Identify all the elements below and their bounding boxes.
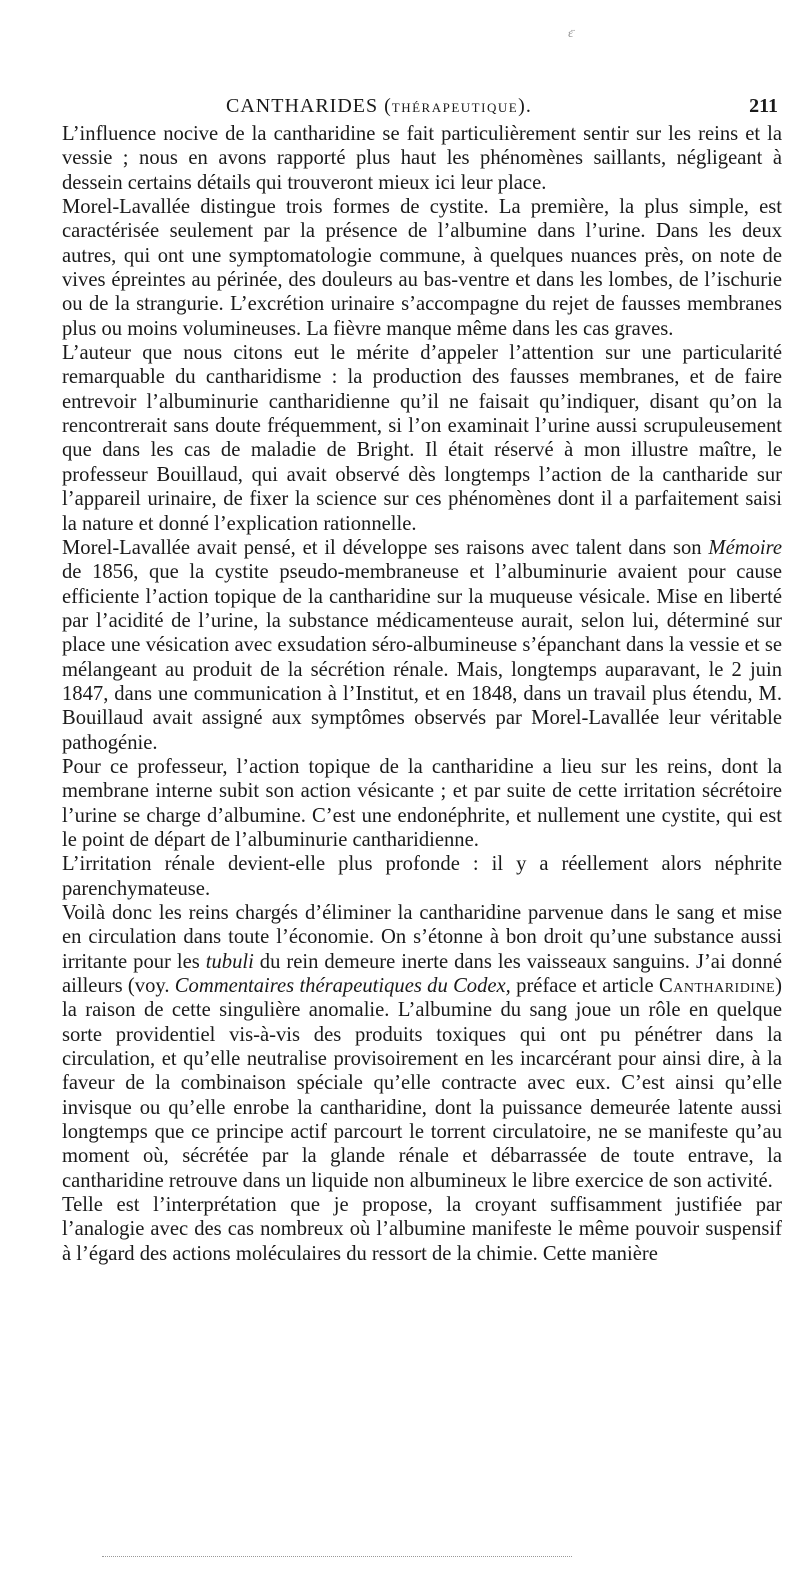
footer-rule (102, 1556, 572, 1557)
running-title-main: CANTHARIDES ( (226, 95, 392, 117)
paragraph (62, 1193, 782, 1266)
book-page (62, 0, 782, 1588)
paragraph (62, 852, 782, 901)
paragraph (62, 901, 782, 1193)
text-run: Pour ce professeur, l’action topique de la cantharidine a lieu sur les reins, dont la membrane interne subit son action vésicante ; et par suite de cette irritation sécrétoire l’urine se charge d’albumine. C’est une endonéphrite, et nullement une cystite, qui est le point de départ de l’albuminurie cantharidienne. (62, 755, 782, 851)
paragraph (62, 195, 782, 341)
smallcaps-text: Cantharidine (658, 975, 776, 998)
text-run: Voilà donc les reins chargés d’éliminer la cantharidine parvenue dans le sang et mise en circulation dans toute l’économie. On s’étonne à bon droit qu’une substance aussi irritante pour les (62, 902, 782, 973)
body-text (62, 122, 782, 1266)
text-run: ) la raison de cette singulière anomalie. L’albumine du sang joue un rôle en quelque sorte providentiel vis-à-vis des produits toxiques qui ont pu pénétrer dans la circulation, et qu’elle neutralise provisoirement en les incarcérant pour ainsi dire, à la faveur de la combinaison spéciale qu’elle contracte avec eux. C’est ainsi qu’elle invisque ou qu’elle enrobe la cantharidine, dont la puissance demeurée latente aussi longtemps que ce principe actif parcourt le torrent circulatoire, ne se manifeste qu’au moment où, sécrétée par la glande rénale et débarrassée de toute entrave, la cantharidine retrouve dans un liquide non albumineux le libre exercice de son activité. (62, 975, 782, 1192)
text-run: Morel-Lavallée distingue trois formes de cystite. La première, la plus simple, est caractérisée seulement par la présence de l’albumine dans l’urine. Dans les deux autres, qui ont une symptomatologie commune, à quelques nuances près, on note de vives épreintes au périnée, des douleurs au bas-ventre et dans les lombes, de l’ischurie ou de la strangurie. L’excrétion urinaire s’accompagne du rejet de fausses membranes plus ou moins volumineuses. La fièvre manque même dans les cas graves. (62, 196, 782, 340)
text-run: L’irritation rénale devient-elle plus profonde : il y a réellement alors néphrite parenchymateuse. (62, 853, 782, 900)
paragraph (62, 536, 782, 755)
running-title (226, 95, 532, 118)
corner-mark: ɛ̈ (568, 26, 574, 40)
text-run: L’influence nocive de la cantharidine se fait particulièrement sentir sur les reins et la vessie ; nous en avons rapporté plus haut les phénomènes saillants, négligeant à dessein certains détails qui trouveront mieux ici leur place. (62, 123, 782, 194)
page-number: 211 (749, 95, 778, 117)
running-title-small: THÉRAPEUTIQUE (391, 100, 519, 115)
text-run: du rein demeure inerte dans les vaisseaux sanguins. J’ai donné ailleurs (voy. (62, 950, 782, 998)
text-run: préface et article (510, 975, 659, 998)
text-run: Telle est l’interprétation que je propose, la croyant suffisamment justifiée par l’analogie avec des cas nombreux où l’albumine manifeste le même pouvoir suspensif à l’égard des actions moléculaires du ressort de la chimie. Cette manière (62, 1194, 782, 1265)
text-run: Morel-Lavallée avait pensé, et il développe ses raisons avec talent dans son (62, 536, 709, 559)
italic-text: Commentaires thérapeutiques du Codex, (174, 975, 511, 998)
running-head (62, 95, 782, 123)
paragraph (62, 122, 782, 195)
text-run: de 1856, que la cystite pseudo-membraneuse et l’albuminurie avaient pour cause efficiente l’action topique de la cantharidine sur la muqueuse vésicale. Mise en liberté par l’acidité de l’urine, la substance médicamenteuse aurait, selon lui, déterminé sur place une vésication avec exsudation séro-albumineuse s’épanchant dans la vessie et se mélangeant au produit de la sécrétion rénale. Mais, longtemps auparavant, le 2 juin 1847, dans une communication à l’Institut, et en 1848, dans un travail plus étendu, M. Bouillaud avait assigné aux symptômes observés par Morel-Lavallée leur véritable pathogénie. (62, 561, 782, 754)
text-run: L’auteur que nous citons eut le mérite d’appeler l’attention sur une particularité remarquable du cantharidisme : la production des fausses membranes, et de faire entrevoir l’albuminurie cantharidienne qu’il ne faisait qu’indiquer, disant qu’on la rencontrerait sans doute fréquemment, si l’on examinait l’urine aussi scrupuleusement que dans les cas de maladie de Bright. Il était réservé à mon illustre maître, le professeur Bouillaud, qui avait observé dès longtemps l’action de la cantharide sur l’appareil urinaire, de fixer la science sur ces phénomènes dont il a parfaitement saisi la nature et donné l’explication rationnelle. (62, 342, 782, 535)
italic-text: tubuli (205, 950, 254, 973)
paragraph (62, 755, 782, 852)
italic-text: Mémoire (708, 536, 782, 559)
paragraph (62, 341, 782, 536)
running-title-end: ). (518, 95, 532, 117)
